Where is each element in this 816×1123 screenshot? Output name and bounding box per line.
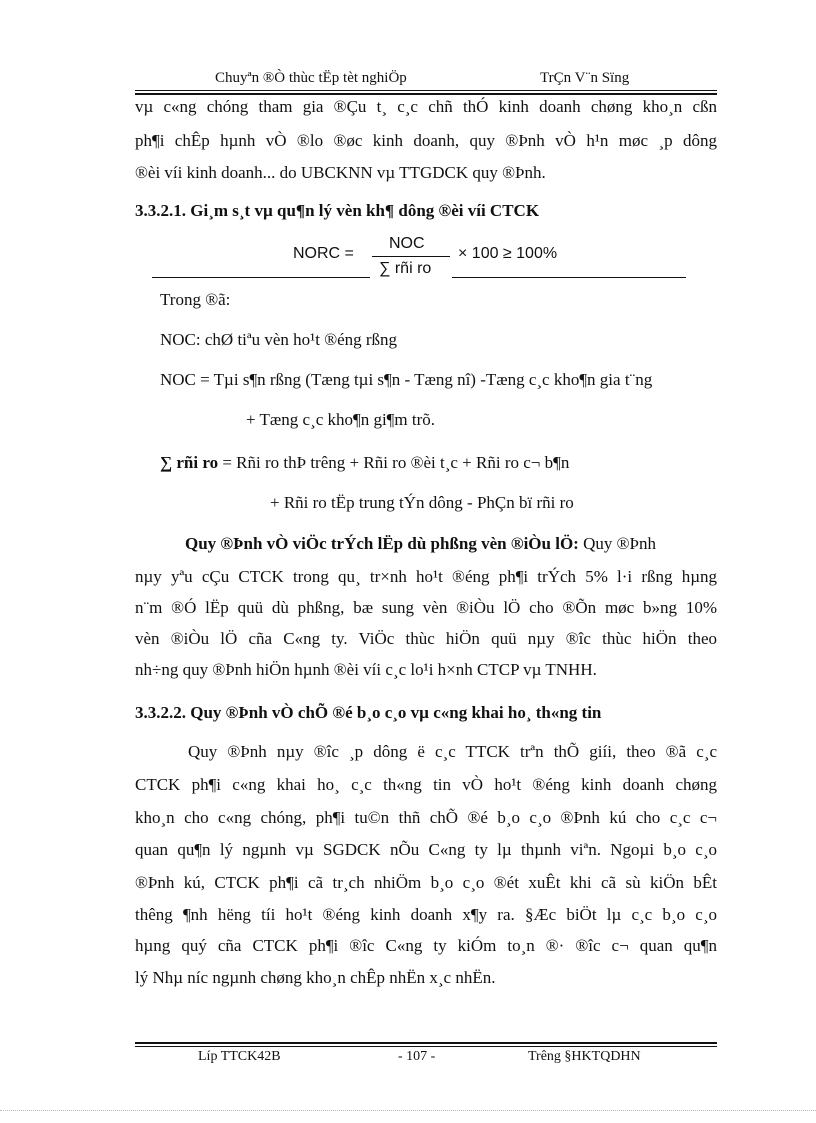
formula-numerator: NOC <box>389 235 425 252</box>
footer-school: Trêng §HKTQDHN <box>528 1049 641 1064</box>
intro-line-3: ®èi víi kinh doanh... do UBCKNN vµ TTGDCK quy ®Þnh. <box>135 163 546 182</box>
formula-lhs: NORC = <box>293 245 354 262</box>
reserve-rule-line-4: nh÷ng quy ®Þnh hiÖn hµnh ®èi víi c¸c lo¹i h×nh CTCP vµ TNHH. <box>135 660 597 679</box>
disclosure-line-8: lý Nhµ níc ngµnh chøng kho¸n chÊp nhËn x¸c nhËn. <box>135 968 496 987</box>
reserve-rule-line-2: n¨m ®Ó lËp quü dù phßng, bæ sung vèn ®iÒu lÖ cho ®Õn møc b»ng 10% <box>135 598 717 617</box>
reserve-rule-first-rest: Quy ®Þnh <box>578 534 656 553</box>
disclosure-line-6: thêng ¶nh hëng tíi ho¹t ®éng kinh doanh x¶y ra. §Æc biÖt lµ c¸c b¸o c¸o <box>135 905 717 924</box>
noc-formula-line-2: + Tæng c¸c kho¶n gi¶m trõ. <box>246 410 435 429</box>
formula-rhs: × 100 ≥ 100% <box>458 245 558 262</box>
disclosure-line-3: kho¸n cho c«ng chóng, ph¶i tu©n thñ chÕ ®é b¸o c¸o ®Þnh kú cho c¸c c¬ <box>135 808 717 827</box>
reserve-rule-title: Quy ®Þnh vÒ viÖc trÝch lËp dù phßng vèn ®iÒu lÖ: <box>185 534 579 553</box>
intro-line-1: vµ c«ng chóng tham gia ®Çu t¸ c¸c chñ thÓ kinh doanh chøng kho¸n cßn <box>135 97 717 116</box>
section-1-heading: 3.3.2.1. Gi¸m s¸t vµ qu¶n lý vèn kh¶ dông ®èi víi CTCK <box>135 201 540 220</box>
disclosure-line-4: quan qu¶n lý ngµnh vµ SGDCK nÕu C«ng ty lµ thµnh viªn. Ngoµi b¸o c¸o <box>135 840 717 859</box>
reserve-rule-line-3: vèn ®iÒu lÖ cña C«ng ty. ViÖc thùc hiÖn quü nµy ®îc thùc hiÖn theo <box>135 629 717 648</box>
disclosure-line-5: ®Þnh kú, CTCK ph¶i cã tr¸ch nhiÖm b¸o c¸o ®ét xuÊt khi cã sù kiÖn bÊt <box>135 873 717 892</box>
header-right: TrÇn V¨n Sïng <box>540 70 630 86</box>
reserve-rule-first-line <box>185 534 656 554</box>
formula-underline-right <box>452 277 686 278</box>
reserve-rule-line-1: nµy yªu cÇu CTCK trong qu¸ tr×nh ho¹t ®éng ph¶i trÝch 5% l·i rßng hµng <box>135 567 717 586</box>
footer-class: Líp TTCK42B <box>198 1049 281 1064</box>
footer-rule-double <box>135 1042 717 1044</box>
disclosure-line-7: hµng quý cña CTCK ph¶i ®îc C«ng ty kiÓm to¸n ®· ®îc c¬ quan qu¶n <box>135 936 717 955</box>
disclosure-line-2: CTCK ph¶i c«ng khai ho¸ c¸c th«ng tin vÒ ho¹t ®éng kinh doanh chøng <box>135 775 717 794</box>
formula-denominator: ∑ rñi ro <box>379 260 432 277</box>
page-edge-divider <box>0 1110 816 1111</box>
risk-formula-line-1 <box>160 453 569 473</box>
risk-formula-line-2: + Rñi ro tËp trung tÝn dông - PhÇn bï rñi ro <box>270 493 574 512</box>
footer-rule <box>135 1046 717 1047</box>
risk-formula-text: = Rñi ro thÞ trêng + Rñi ro ®èi t¸c + Rñi ro c¬ b¶n <box>218 453 570 472</box>
section-2-heading: 3.3.2.2. Quy ®Þnh vÒ chÕ ®é b¸o c¸o vµ c«ng khai ho¸ th«ng tin <box>135 703 602 722</box>
intro-line-2: ph¶i chÊp hµnh vÒ ®lo ®øc kinh doanh, quy ®Þnh vÒ h¹n møc ¸p dông <box>135 131 717 150</box>
trong-do-line: Trong ®ã: <box>160 290 231 309</box>
header-left: Chuyªn ®Ò thùc tËp tèt nghiÖp <box>215 70 407 86</box>
disclosure-line-1: Quy ®Þnh nµy ®îc ¸p dông ë c¸c TTCK trªn thÕ giíi, theo ®ã c¸c <box>188 742 717 761</box>
header-rule-double <box>135 93 717 95</box>
page-number: - 107 - <box>398 1049 436 1064</box>
formula-underline-left <box>152 277 370 278</box>
fraction-bar <box>372 256 450 257</box>
noc-formula-line-1: NOC = Tµi s¶n rßng (Tæng tµi s¶n - Tæng nî) -Tæng c¸c kho¶n gia t¨ng <box>160 370 653 389</box>
risk-label: ∑ rñi ro <box>160 453 219 472</box>
noc-definition: NOC: chØ tiªu vèn ho¹t ®éng rßng <box>160 330 398 349</box>
header-rule <box>135 90 717 91</box>
